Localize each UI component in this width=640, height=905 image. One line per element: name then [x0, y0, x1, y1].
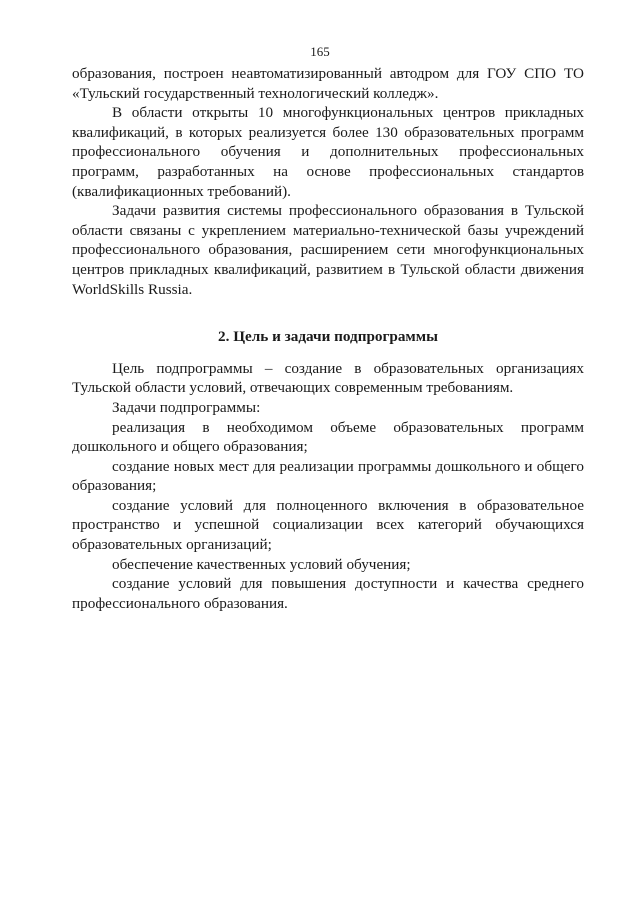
section-heading: 2. Цель и задачи подпрограммы — [218, 328, 438, 346]
paragraph: Цель подпрограммы – создание в образовательных организациях Тульской области условий, отвечающих современным требованиям. — [72, 359, 584, 397]
page-number: 165 — [310, 44, 330, 59]
paragraph: Задачи развития системы профессионального образования в Тульской области связаны с укреплением материально-технической базы учреждений профессионального образования, расширением сети многофункциональных центров прикладных квалификаций, развитием в Тульской области движения WorldSkills Russia. — [72, 202, 584, 298]
paragraph: образования, построен неавтоматизированный автодром для ГОУ СПО ТО «Тульский государственный технологический колледж». — [72, 65, 584, 102]
list-item: создание новых мест для реализации программы дошкольного и общего образования; — [72, 457, 584, 495]
list-item: создание условий для повышения доступности и качества среднего профессионального образования. — [72, 575, 584, 612]
list-item: обеспечение качественных условий обучения; — [112, 555, 411, 573]
list-item: реализация в необходимом объеме образовательных программ дошкольного и общего образования; — [72, 418, 584, 456]
list-item: создание условий для полноценного включения в образовательное пространство и успешной социализации всех категорий обучающихся образовательных организаций; — [72, 496, 584, 554]
paragraph: Задачи подпрограммы: — [112, 398, 261, 416]
paragraph: В области открыты 10 многофункциональных центров прикладных квалификаций, в которых реализуется более 130 образовательных программ профессионального обучения и дополнительных профессиональных программ, разработанных на основе профессиональных стандартов (квалификационных требований). — [72, 104, 584, 200]
document-body — [72, 64, 584, 613]
